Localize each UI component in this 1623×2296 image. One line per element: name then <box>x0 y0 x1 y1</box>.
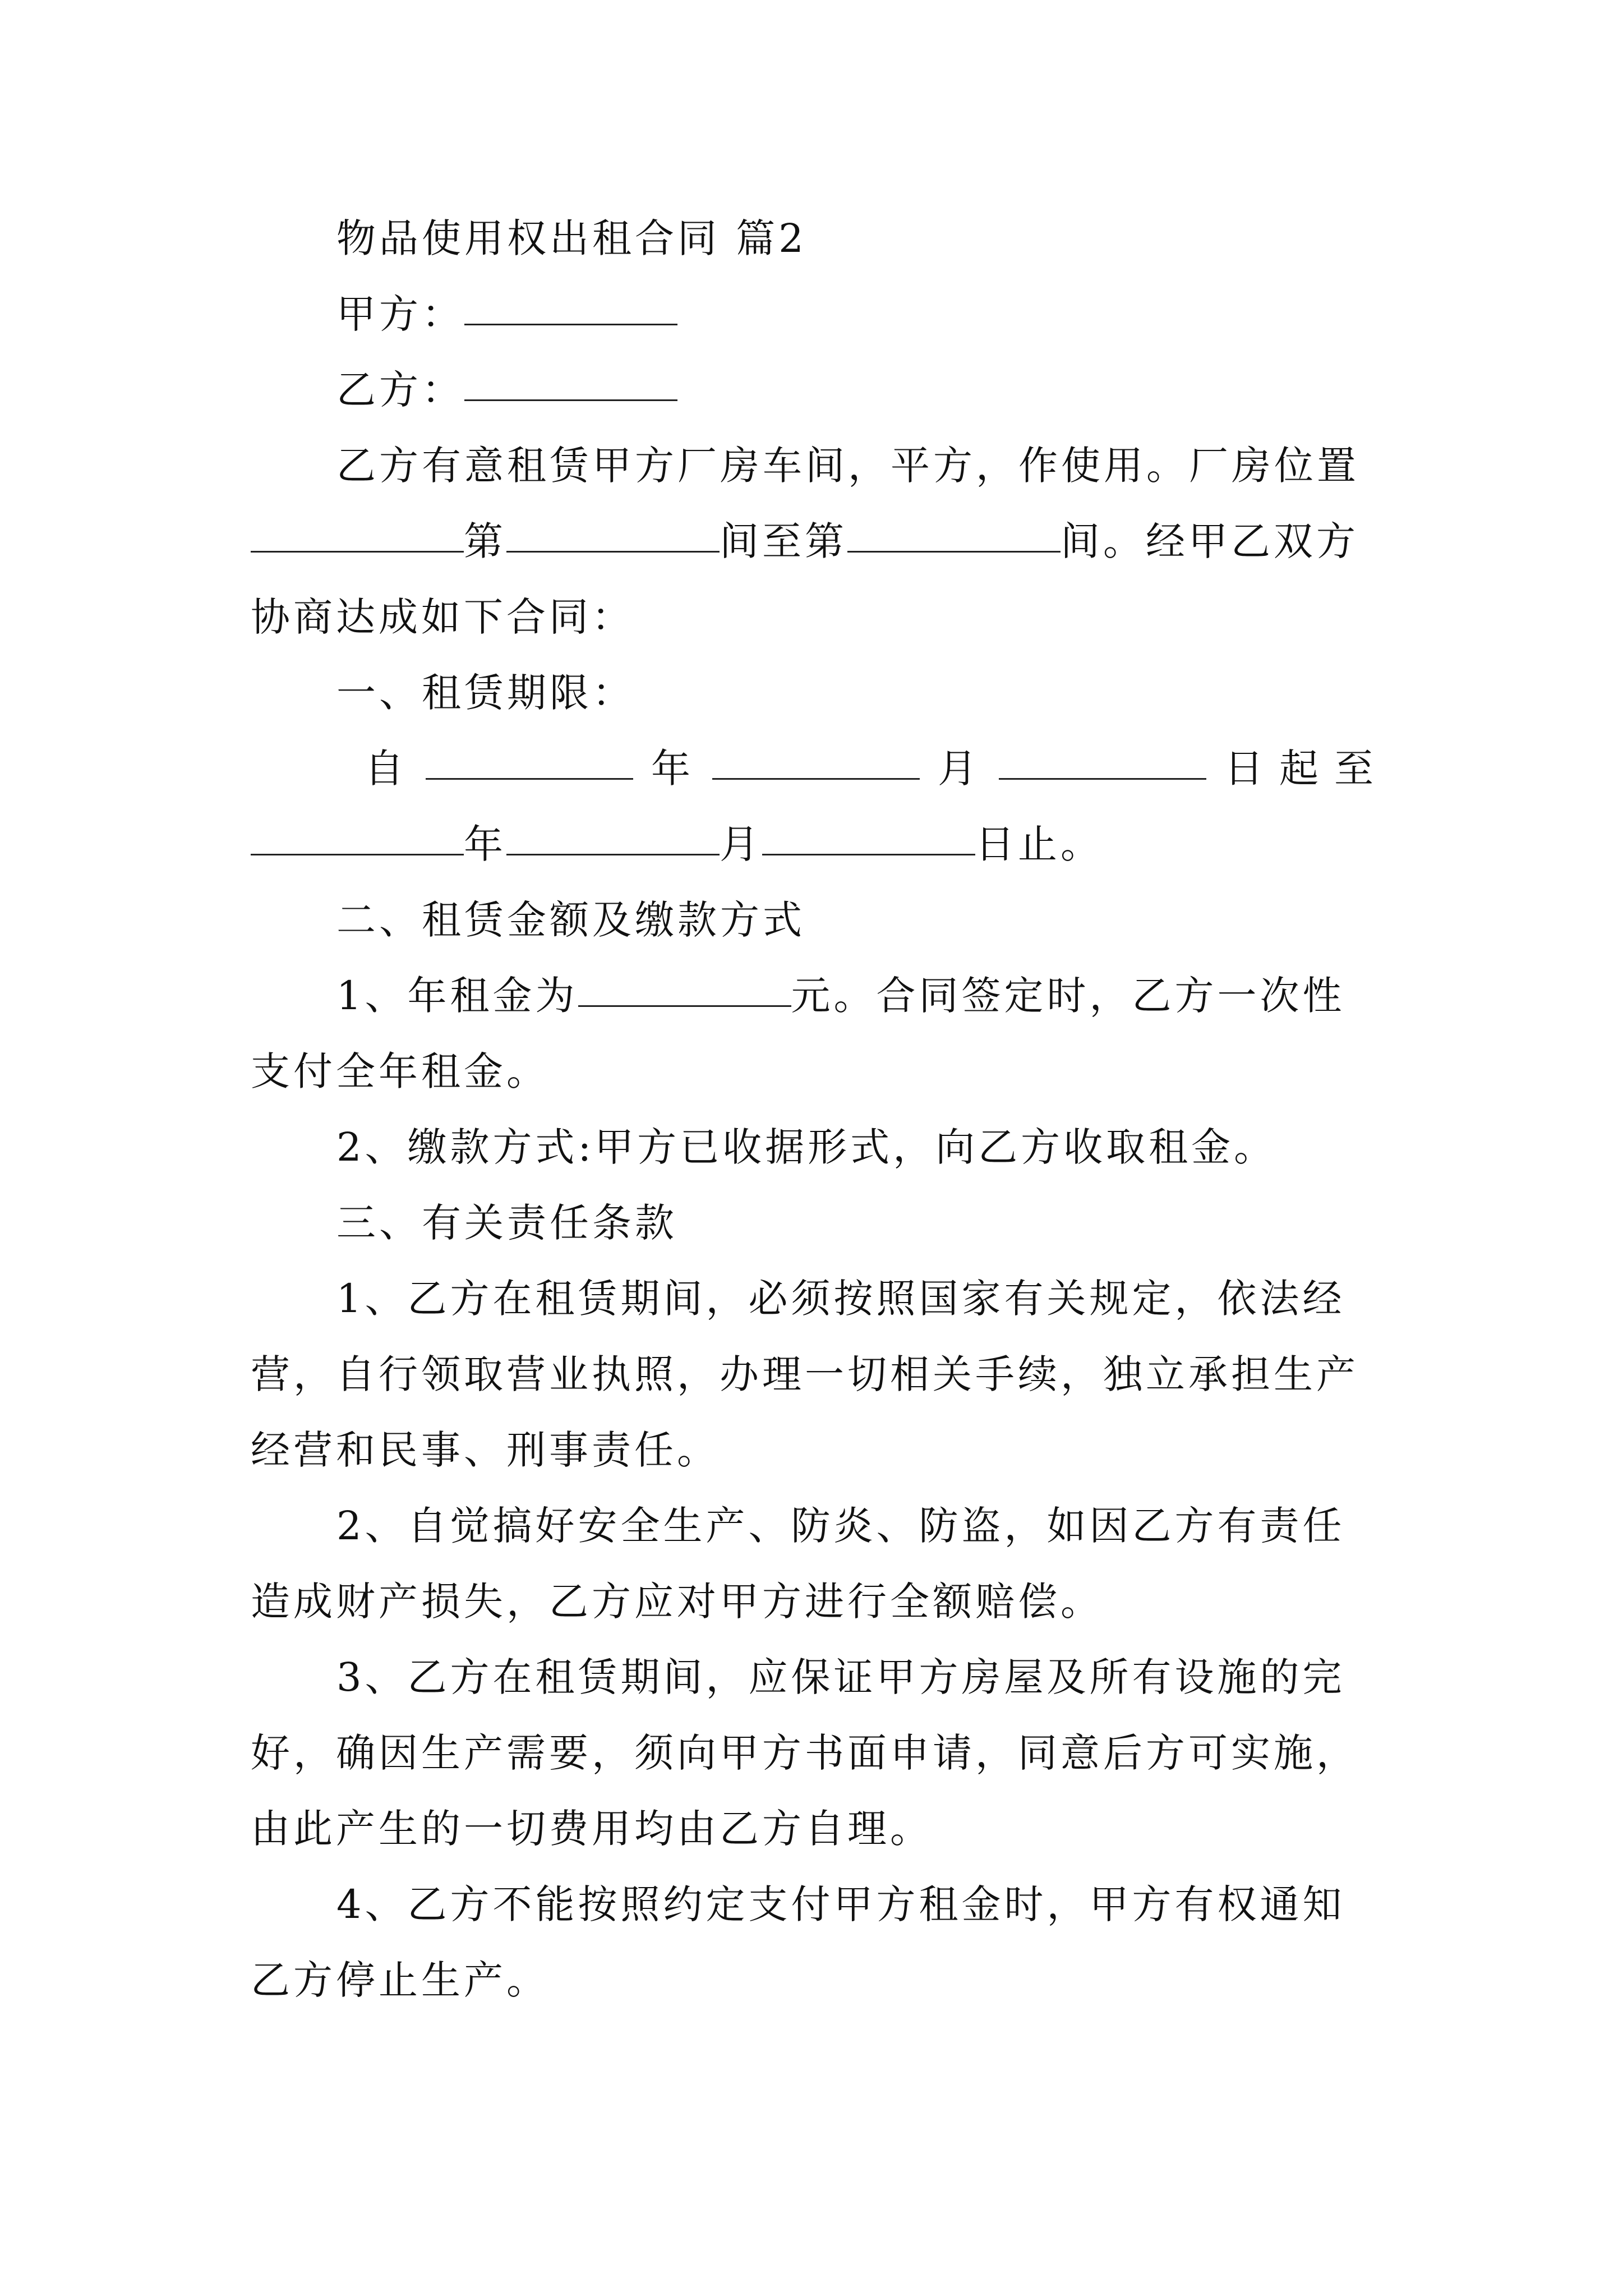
from-month-blank <box>712 776 920 780</box>
rent-amount-suffix: 元。合同签定时，乙方一次性 <box>791 973 1345 1019</box>
to-day-blank <box>762 852 975 855</box>
section2-item2: 2、缴款方式:甲方已收据形式，向乙方收取租金。 <box>336 1124 1277 1170</box>
from-year-blank <box>426 776 633 780</box>
section2-item1-line1 <box>336 968 1389 1024</box>
lease-year-label-2: 年 <box>464 821 506 867</box>
lease-from-label: 自 <box>365 746 407 792</box>
to-year-blank <box>251 852 464 855</box>
section3-item1-line3: 经营和民事、刑事责任。 <box>251 1427 720 1473</box>
lease-term-line-1 <box>365 740 1389 797</box>
party-b-label: 乙方： <box>336 367 464 413</box>
intro-line-2 <box>251 513 1389 569</box>
rent-amount-blank <box>578 1003 791 1007</box>
party-b-blank <box>464 397 677 401</box>
section3-heading: 三、有关责任条款 <box>336 1200 677 1246</box>
section3-item2-line1: 2、自觉搞好安全生产、防炎、防盗，如因乙方有责任 <box>336 1503 1345 1549</box>
intro-seg-di: 第 <box>464 518 506 564</box>
lease-month-label-1: 月 <box>938 746 980 792</box>
section2-heading: 二、租赁金额及缴款方式 <box>336 897 805 943</box>
party-a-blank <box>464 321 677 325</box>
from-day-blank <box>999 776 1206 780</box>
to-month-blank <box>506 852 720 855</box>
location-blank-1 <box>251 549 464 553</box>
section3-item4-line2: 乙方停止生产。 <box>251 1957 549 2003</box>
party-a-line <box>336 286 1389 342</box>
intro-seg-end: 间。经甲乙双方 <box>1061 518 1359 564</box>
lease-year-label-1: 年 <box>651 746 694 792</box>
rent-amount-label: 1、年租金为 <box>336 973 578 1019</box>
intro-seg-jianzhidi: 间至第 <box>720 518 847 564</box>
section3-item1-line1: 1、乙方在租赁期间，必须按照国家有关规定，依法经 <box>336 1276 1345 1322</box>
lease-day-from-label: 日起至 <box>1224 746 1389 792</box>
lease-day-to-label: 日止。 <box>975 821 1103 867</box>
party-b-line <box>336 362 1389 418</box>
document-title: 物品使用权出租合同 篇2 <box>336 215 807 261</box>
intro-line-1: 乙方有意租赁甲方厂房车间，平方，作使用。厂房位置 <box>336 443 1359 489</box>
lease-term-line-2 <box>251 816 1389 872</box>
section3-item1-line2: 营，自行领取营业执照，办理一切相关手续，独立承担生产 <box>251 1351 1359 1397</box>
section3-item3-line2: 好，确因生产需要，须向甲方书面申请，同意后方可实施， <box>251 1730 1359 1776</box>
location-blank-2 <box>506 549 720 553</box>
section3-item3-line3: 由此产生的一切费用均由乙方自理。 <box>251 1806 933 1852</box>
section3-item4-line1: 4、乙方不能按照约定支付甲方租金时，甲方有权通知 <box>336 1881 1345 1927</box>
lease-month-label-2: 月 <box>720 821 762 867</box>
section2-item1-line2: 支付全年租金。 <box>251 1048 549 1094</box>
party-a-label: 甲方： <box>336 291 464 337</box>
section1-heading: 一、租赁期限： <box>336 670 635 716</box>
section3-item2-line2: 造成财产损失，乙方应对甲方进行全额赔偿。 <box>251 1579 1103 1625</box>
intro-line-3: 协商达成如下合同： <box>251 594 634 640</box>
location-blank-3 <box>847 549 1061 553</box>
section3-item3-line1: 3、乙方在租赁期间，应保证甲方房屋及所有设施的完 <box>336 1654 1345 1700</box>
